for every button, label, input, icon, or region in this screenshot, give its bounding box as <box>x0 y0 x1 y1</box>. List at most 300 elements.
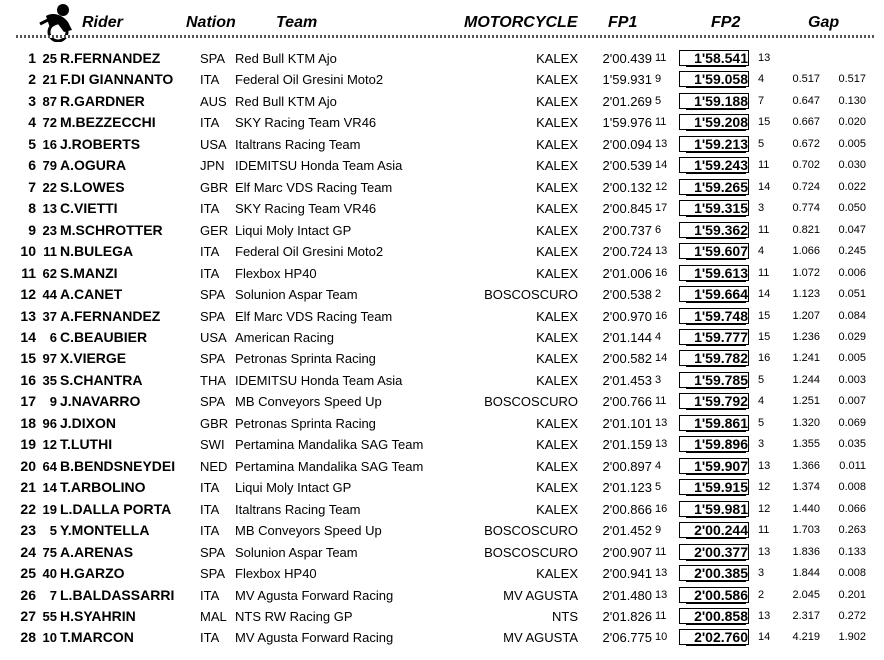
bike-number-cell: 37 <box>42 308 57 324</box>
nation-cell: MAL <box>200 608 227 624</box>
bike-number-cell: 21 <box>42 72 57 88</box>
team-cell: Petronas Sprinta Racing <box>235 415 376 431</box>
bike-number-cell: 35 <box>42 372 57 388</box>
team-cell: MV Agusta Forward Racing <box>235 630 394 646</box>
fp2-laps-cell: 13 <box>758 609 771 622</box>
bike-number-cell: 13 <box>42 201 57 217</box>
fp1-laps-cell: 12 <box>655 180 668 193</box>
team-cell: NTS RW Racing GP <box>235 608 353 624</box>
bike-number-cell: 40 <box>42 566 57 582</box>
position-cell: 12 <box>20 286 36 303</box>
fp2-laps-cell: 13 <box>758 459 771 472</box>
table-row <box>0 69 884 91</box>
team-cell: American Racing <box>235 329 334 345</box>
fp2-laps-cell: 5 <box>758 373 765 386</box>
position-cell: 24 <box>20 543 36 560</box>
rider-name-cell: L.BALDASSARRI <box>60 586 175 603</box>
fp2-laps-cell: 3 <box>758 202 765 215</box>
gap-previous-cell: 0.007 <box>838 395 866 408</box>
rider-name-cell: H.GARZO <box>60 565 125 582</box>
bike-number-cell: 6 <box>49 329 57 345</box>
bike-number-cell: 96 <box>42 415 57 431</box>
fp2-laps-cell: 13 <box>758 52 771 64</box>
rider-name-cell: M.BEZZECCHI <box>60 114 156 131</box>
bike-number-cell: 11 <box>43 244 57 260</box>
bike-number-cell: 55 <box>42 608 57 624</box>
fp1-time-cell: 2'00.866 <box>602 501 652 517</box>
gap-previous-cell: 0.008 <box>838 481 866 494</box>
gap-first-cell: 1.440 <box>792 502 820 515</box>
fp1-laps-cell: 16 <box>655 502 668 515</box>
gap-first-cell: 1.703 <box>792 524 820 537</box>
table-header <box>0 0 884 44</box>
team-cell: SKY Racing Team VR46 <box>235 115 377 131</box>
position-cell: 6 <box>28 157 36 174</box>
fp2-laps-cell: 11 <box>758 159 770 172</box>
position-cell: 17 <box>20 393 36 410</box>
position-cell: 4 <box>28 114 36 131</box>
gap-first-cell: 1.244 <box>792 373 820 386</box>
fp2-time-cell: 1'59.861 <box>694 414 748 431</box>
team-cell: MB Conveyors Speed Up <box>235 523 382 539</box>
fp2-time-cell: 1'59.896 <box>694 436 748 453</box>
motorcycle-cell: KALEX <box>536 179 578 195</box>
rider-name-cell: S.MANZI <box>60 264 118 281</box>
motorcycle-cell: KALEX <box>536 72 578 88</box>
fp1-time-cell: 2'00.941 <box>602 566 652 582</box>
fp1-laps-cell: 3 <box>655 373 662 386</box>
position-cell: 14 <box>20 328 36 345</box>
motorcycle-cell: NTS <box>552 608 578 624</box>
table-row <box>0 520 884 542</box>
motorcycle-cell: BOSCOSCURO <box>484 394 578 410</box>
team-cell: Red Bull KTM Ajo <box>235 51 337 66</box>
position-cell: 27 <box>20 607 36 624</box>
gap-first-cell: 1.072 <box>792 266 820 279</box>
fp1-laps-cell: 13 <box>655 137 668 150</box>
motorcycle-cell: MV AGUSTA <box>503 587 578 603</box>
table-row <box>0 134 884 156</box>
bike-number-cell: 87 <box>42 93 57 109</box>
gap-first-cell: 4.219 <box>792 631 820 644</box>
table-row <box>0 434 884 456</box>
fp2-time-cell: 1'59.748 <box>694 307 748 324</box>
rider-name-cell: C.VIETTI <box>60 200 118 217</box>
position-cell: 21 <box>20 479 36 496</box>
fp1-laps-cell: 11 <box>655 116 667 129</box>
position-cell: 28 <box>20 629 36 646</box>
fp2-time-cell: 1'59.607 <box>694 243 748 260</box>
fp1-time-cell: 2'01.452 <box>602 523 652 539</box>
fp2-laps-cell: 14 <box>758 180 771 193</box>
fp2-time-cell: 1'59.792 <box>694 393 748 410</box>
rider-name-cell: H.SYAHRIN <box>60 607 136 624</box>
gap-previous-cell: 0.084 <box>838 309 866 322</box>
motorcycle-cell: MV AGUSTA <box>503 630 578 646</box>
table-row <box>0 155 884 177</box>
gap-previous-cell: 0.035 <box>838 438 866 451</box>
position-cell: 15 <box>20 350 36 367</box>
header-divider <box>16 35 874 38</box>
bike-number-cell: 25 <box>42 51 57 66</box>
bike-number-cell: 79 <box>42 158 57 174</box>
team-cell: Solunion Aspar Team <box>235 544 358 560</box>
team-cell: IDEMITSU Honda Team Asia <box>235 372 403 388</box>
fp1-laps-cell: 9 <box>655 73 662 86</box>
bike-number-cell: 44 <box>42 287 57 303</box>
gap-previous-cell: 0.022 <box>838 180 866 193</box>
table-row <box>0 112 884 134</box>
motorcycle-cell: KALEX <box>536 222 578 238</box>
fp1-time-cell: 2'01.480 <box>602 587 652 603</box>
fp1-time-cell: 2'01.453 <box>602 372 652 388</box>
motorcycle-cell: KALEX <box>536 115 578 131</box>
table-row <box>0 263 884 285</box>
nation-cell: THA <box>200 372 226 388</box>
nation-cell: ITA <box>200 115 220 131</box>
gap-first-cell: 1.207 <box>792 309 820 322</box>
gap-previous-cell: 0.050 <box>838 202 866 215</box>
fp2-laps-cell: 15 <box>758 309 771 322</box>
fp2-time-cell: 2'02.760 <box>694 629 748 646</box>
gap-previous-cell: 0.245 <box>838 245 866 258</box>
gap-first-cell: 1.366 <box>792 459 820 472</box>
nation-cell: ITA <box>200 72 220 88</box>
fp1-laps-cell: 16 <box>655 266 668 279</box>
gap-first-cell: 0.774 <box>792 202 820 215</box>
fp1-laps-cell: 11 <box>655 395 667 408</box>
fp1-laps-cell: 10 <box>655 631 668 644</box>
position-cell: 2 <box>28 71 36 88</box>
nation-cell: ITA <box>200 480 220 496</box>
header-motorcycle: MOTORCYCLE <box>464 14 578 31</box>
position-cell: 22 <box>20 500 36 517</box>
gap-first-cell: 0.821 <box>792 223 820 236</box>
fp1-time-cell: 2'00.094 <box>602 136 652 152</box>
team-cell: Pertamina Mandalika SAG Team <box>235 437 424 453</box>
fp2-laps-cell: 11 <box>758 524 770 537</box>
rider-name-cell: B.BENDSNEYDEI <box>60 457 176 474</box>
rider-name-cell: S.CHANTRA <box>60 371 143 388</box>
nation-cell: ITA <box>200 501 220 517</box>
motorcycle-cell: BOSCOSCURO <box>484 544 578 560</box>
fp2-laps-cell: 4 <box>758 395 765 408</box>
position-cell: 11 <box>21 264 36 281</box>
nation-cell: SPA <box>200 51 226 66</box>
table-row <box>0 542 884 564</box>
fp1-time-cell: 2'01.159 <box>602 437 652 453</box>
fp2-time-cell: 1'59.782 <box>694 350 748 367</box>
fp2-time-cell: 1'59.915 <box>694 479 748 496</box>
fp1-time-cell: 1'59.976 <box>602 115 652 131</box>
gap-previous-cell: 0.066 <box>838 502 866 515</box>
fp2-time-cell: 1'58.541 <box>694 50 748 66</box>
fp2-laps-cell: 4 <box>758 245 765 258</box>
gap-previous-cell: 0.030 <box>838 159 866 172</box>
gap-first-cell: 0.647 <box>792 94 820 107</box>
bike-number-cell: 16 <box>42 136 57 152</box>
table-row <box>0 606 884 628</box>
header-nation: Nation <box>186 14 236 31</box>
fp1-laps-cell: 4 <box>655 330 662 343</box>
gap-previous-cell: 0.047 <box>838 223 866 236</box>
fp1-laps-cell: 14 <box>655 159 668 172</box>
rider-name-cell: J.DIXON <box>60 414 117 431</box>
gap-first-cell: 0.724 <box>792 180 820 193</box>
header-fp2: FP2 <box>711 14 741 31</box>
fp2-time-cell: 1'59.243 <box>694 157 748 174</box>
nation-cell: JPN <box>200 158 225 174</box>
bike-number-cell: 22 <box>42 179 57 195</box>
team-cell: Flexbox HP40 <box>235 265 317 281</box>
fp2-laps-cell: 15 <box>758 330 771 343</box>
team-cell: Italtrans Racing Team <box>235 136 361 152</box>
fp1-time-cell: 2'01.101 <box>602 415 652 431</box>
team-cell: Federal Oil Gresini Moto2 <box>235 72 384 88</box>
nation-cell: USA <box>200 329 227 345</box>
position-cell: 1 <box>28 50 36 66</box>
fp1-laps-cell: 16 <box>655 309 668 322</box>
position-cell: 8 <box>28 200 36 217</box>
motorcycle-cell: KALEX <box>536 566 578 582</box>
rider-name-cell: L.DALLA PORTA <box>60 500 172 517</box>
fp2-laps-cell: 16 <box>758 352 771 365</box>
nation-cell: SWI <box>200 437 225 453</box>
table-row <box>0 585 884 607</box>
team-cell: Federal Oil Gresini Moto2 <box>235 244 384 260</box>
fp2-time-cell: 2'00.385 <box>694 565 748 582</box>
nation-cell: SPA <box>200 544 226 560</box>
fp1-laps-cell: 11 <box>655 609 667 622</box>
fp2-laps-cell: 5 <box>758 137 765 150</box>
rider-name-cell: J.ROBERTS <box>60 135 141 152</box>
fp2-time-cell: 2'00.377 <box>694 543 748 560</box>
position-cell: 20 <box>20 457 36 474</box>
gap-previous-cell: 0.130 <box>838 94 866 107</box>
fp2-time-cell: 1'59.058 <box>694 71 748 88</box>
team-cell: Liqui Moly Intact GP <box>235 480 352 496</box>
header-fp1: FP1 <box>608 14 638 31</box>
position-cell: 7 <box>28 178 36 195</box>
motorcycle-cell: KALEX <box>536 372 578 388</box>
fp2-time-cell: 1'59.664 <box>694 286 748 303</box>
table-row <box>0 284 884 306</box>
gap-previous-cell: 0.201 <box>838 588 866 601</box>
rider-name-cell: X.VIERGE <box>60 350 127 367</box>
fp1-time-cell: 2'00.897 <box>602 458 652 474</box>
nation-cell: SPA <box>200 287 226 303</box>
gap-previous-cell: 0.272 <box>838 609 866 622</box>
gap-previous-cell: 0.005 <box>838 352 866 365</box>
fp2-laps-cell: 14 <box>758 631 771 644</box>
fp1-time-cell: 2'01.006 <box>602 265 652 281</box>
rider-name-cell: S.LOWES <box>60 178 125 195</box>
nation-cell: GBR <box>200 415 229 431</box>
gap-first-cell: 1.123 <box>792 288 820 301</box>
gap-previous-cell: 0.008 <box>838 567 866 580</box>
header-team: Team <box>276 14 318 31</box>
fp2-laps-cell: 11 <box>758 266 770 279</box>
gap-previous-cell: 1.902 <box>838 631 866 644</box>
table-row <box>0 198 884 220</box>
gap-first-cell: 1.836 <box>792 545 820 558</box>
position-cell: 23 <box>20 522 36 539</box>
bike-number-cell: 62 <box>42 265 57 281</box>
bike-number-cell: 97 <box>42 351 57 367</box>
fp1-laps-cell: 5 <box>655 94 662 107</box>
team-cell: Red Bull KTM Ajo <box>235 93 337 109</box>
nation-cell: SPA <box>200 394 226 410</box>
fp1-time-cell: 2'00.539 <box>602 158 652 174</box>
rider-name-cell: M.SCHROTTER <box>60 221 163 238</box>
fp1-time-cell: 2'01.144 <box>602 329 652 345</box>
team-cell: Elf Marc VDS Racing Team <box>235 308 393 324</box>
gap-previous-cell: 0.029 <box>838 330 866 343</box>
rider-name-cell: T.ARBOLINO <box>60 479 146 496</box>
fp2-laps-cell: 11 <box>758 223 770 236</box>
table-row <box>0 627 884 649</box>
table-row <box>0 370 884 392</box>
fp2-time-cell: 1'59.777 <box>694 328 748 345</box>
fp1-laps-cell: 17 <box>655 202 668 215</box>
team-cell: Elf Marc VDS Racing Team <box>235 179 393 195</box>
gap-first-cell: 0.672 <box>792 137 820 150</box>
fp1-laps-cell: 13 <box>655 567 668 580</box>
header-rider: Rider <box>82 14 123 31</box>
fp2-laps-cell: 2 <box>758 588 765 601</box>
position-cell: 9 <box>28 221 36 238</box>
fp2-time-cell: 1'59.265 <box>694 178 748 195</box>
nation-cell: NED <box>200 458 228 474</box>
gap-first-cell: 1.844 <box>792 567 820 580</box>
table-row <box>0 241 884 263</box>
table-row <box>0 306 884 328</box>
bike-number-cell: 5 <box>49 523 57 539</box>
table-row <box>0 413 884 435</box>
position-cell: 13 <box>20 307 36 324</box>
gap-previous-cell: 0.133 <box>838 545 866 558</box>
fp1-laps-cell: 5 <box>655 481 662 494</box>
nation-cell: GER <box>200 222 229 238</box>
table-row <box>0 477 884 499</box>
fp2-time-cell: 1'59.208 <box>694 114 748 131</box>
rider-name-cell: N.BULEGA <box>60 243 134 260</box>
position-cell: 16 <box>20 371 36 388</box>
gap-first-cell: 1.236 <box>792 330 820 343</box>
fp1-time-cell: 1'59.931 <box>602 72 652 88</box>
fp2-time-cell: 2'00.858 <box>694 607 748 624</box>
gap-first-cell: 1.374 <box>792 481 820 494</box>
nation-cell: ITA <box>200 244 220 260</box>
fp1-time-cell: 2'01.826 <box>602 608 652 624</box>
fp1-laps-cell: 6 <box>655 223 662 236</box>
table-row <box>0 391 884 413</box>
bike-number-cell: 72 <box>42 115 57 131</box>
bike-number-cell: 10 <box>42 630 57 646</box>
nation-cell: ITA <box>200 630 220 646</box>
fp1-laps-cell: 9 <box>655 524 662 537</box>
gap-first-cell: 0.517 <box>792 73 820 86</box>
team-cell: SKY Racing Team VR46 <box>235 201 377 217</box>
team-cell: Liqui Moly Intact GP <box>235 222 352 238</box>
fp1-time-cell: 2'00.439 <box>602 51 652 66</box>
bike-number-cell: 19 <box>42 501 57 517</box>
nation-cell: SPA <box>200 566 226 582</box>
table-row <box>0 48 884 70</box>
rider-name-cell: A.FERNANDEZ <box>60 307 161 324</box>
position-cell: 3 <box>28 92 36 109</box>
motorcycle-cell: KALEX <box>536 437 578 453</box>
fp2-laps-cell: 4 <box>758 73 765 86</box>
rider-name-cell: R.GARDNER <box>60 92 145 109</box>
bike-number-cell: 9 <box>49 394 57 410</box>
table-row <box>0 456 884 478</box>
table-row <box>0 499 884 521</box>
position-cell: 19 <box>20 436 36 453</box>
rider-name-cell: C.BEAUBIER <box>60 328 148 345</box>
nation-cell: SPA <box>200 308 226 324</box>
fp1-time-cell: 2'00.582 <box>602 351 652 367</box>
fp2-laps-cell: 3 <box>758 567 765 580</box>
motorcycle-cell: KALEX <box>536 201 578 217</box>
team-cell: MB Conveyors Speed Up <box>235 394 382 410</box>
gap-previous-cell: 0.020 <box>838 116 866 129</box>
motorcycle-cell: BOSCOSCURO <box>484 287 578 303</box>
gap-first-cell: 2.045 <box>792 588 820 601</box>
position-cell: 26 <box>20 586 36 603</box>
fp2-time-cell: 2'00.244 <box>694 522 748 539</box>
fp1-laps-cell: 13 <box>655 245 668 258</box>
team-cell: Pertamina Mandalika SAG Team <box>235 458 424 474</box>
fp2-time-cell: 1'59.785 <box>694 371 748 388</box>
fp1-time-cell: 2'00.907 <box>602 544 652 560</box>
rider-name-cell: R.FERNANDEZ <box>60 50 161 66</box>
table-row <box>0 91 884 113</box>
bike-number-cell: 23 <box>42 222 57 238</box>
rider-name-cell: T.MARCON <box>60 629 134 646</box>
rider-name-cell: Y.MONTELLA <box>60 522 150 539</box>
gap-first-cell: 1.066 <box>792 245 820 258</box>
motorcycle-cell: KALEX <box>536 501 578 517</box>
fp1-laps-cell: 2 <box>655 288 662 301</box>
bike-number-cell: 14 <box>42 480 57 496</box>
fp2-laps-cell: 15 <box>758 116 771 129</box>
motorcycle-cell: KALEX <box>536 415 578 431</box>
fp1-time-cell: 2'00.737 <box>602 222 652 238</box>
gap-first-cell: 1.251 <box>792 395 820 408</box>
fp1-time-cell: 2'00.538 <box>602 287 652 303</box>
fp1-laps-cell: 13 <box>655 438 668 451</box>
gap-previous-cell: 0.069 <box>838 416 866 429</box>
motorcycle-cell: KALEX <box>536 136 578 152</box>
team-cell: Solunion Aspar Team <box>235 287 358 303</box>
fp2-laps-cell: 7 <box>758 94 765 107</box>
fp1-laps-cell: 13 <box>655 588 668 601</box>
table-row <box>0 220 884 242</box>
fp1-laps-cell: 11 <box>655 545 667 558</box>
header-gap: Gap <box>808 14 840 31</box>
nation-cell: AUS <box>200 93 227 109</box>
fp2-time-cell: 1'59.315 <box>694 200 748 217</box>
team-cell: Flexbox HP40 <box>235 566 317 582</box>
fp2-time-cell: 1'59.362 <box>694 221 748 238</box>
motorcycle-cell: KALEX <box>536 244 578 260</box>
gap-first-cell: 0.667 <box>792 116 820 129</box>
team-cell: Italtrans Racing Team <box>235 501 361 517</box>
motorcycle-cell: KALEX <box>536 158 578 174</box>
fp1-time-cell: 2'00.724 <box>602 244 652 260</box>
fp2-laps-cell: 14 <box>758 288 771 301</box>
